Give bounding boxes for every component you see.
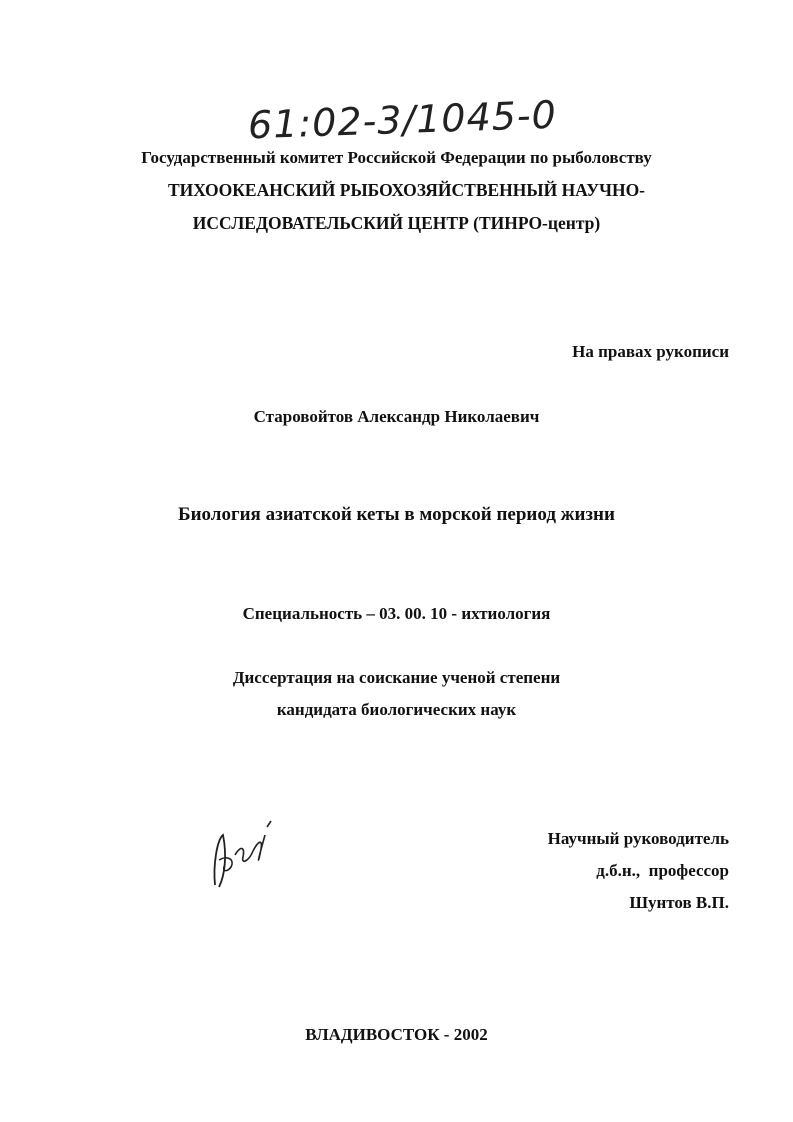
- dissertation-line-1: Диссертация на соискание ученой степени: [232, 668, 561, 687]
- institute-line-1: ТИХООКЕАНСКИЙ РЫБОХОЗЯЙСТВЕННЫЙ НАУЧНО-: [167, 180, 646, 200]
- author-name: Старовойтов Александр Николаевич: [253, 407, 540, 426]
- supervisor-name: Шунтов В.П.: [629, 893, 729, 912]
- institute-line-2: ИССЛЕДОВАТЕЛЬСКИЙ ЦЕНТР (ТИНРО-центр): [192, 213, 601, 233]
- dissertation-title: Биология азиатской кеты в морской период жизни: [178, 504, 615, 525]
- archive-code-handwritten: 61:02-3/1045-0: [247, 92, 558, 148]
- supervisor-label: Научный руководитель: [547, 829, 729, 848]
- dissertation-line-2: кандидата биологических наук: [276, 700, 517, 719]
- signature-mark: [205, 815, 285, 895]
- committee-line: Государственный комитет Российской Федерации по рыболовству: [141, 148, 652, 167]
- supervisor-degree: д.б.н., профессор: [596, 861, 729, 880]
- city-year-footer: ВЛАДИВОСТОК - 2002: [305, 1025, 488, 1044]
- specialty-line: Специальность – 03. 00. 10 - ихтиология: [242, 604, 551, 623]
- manuscript-note: На правах рукописи: [572, 342, 729, 361]
